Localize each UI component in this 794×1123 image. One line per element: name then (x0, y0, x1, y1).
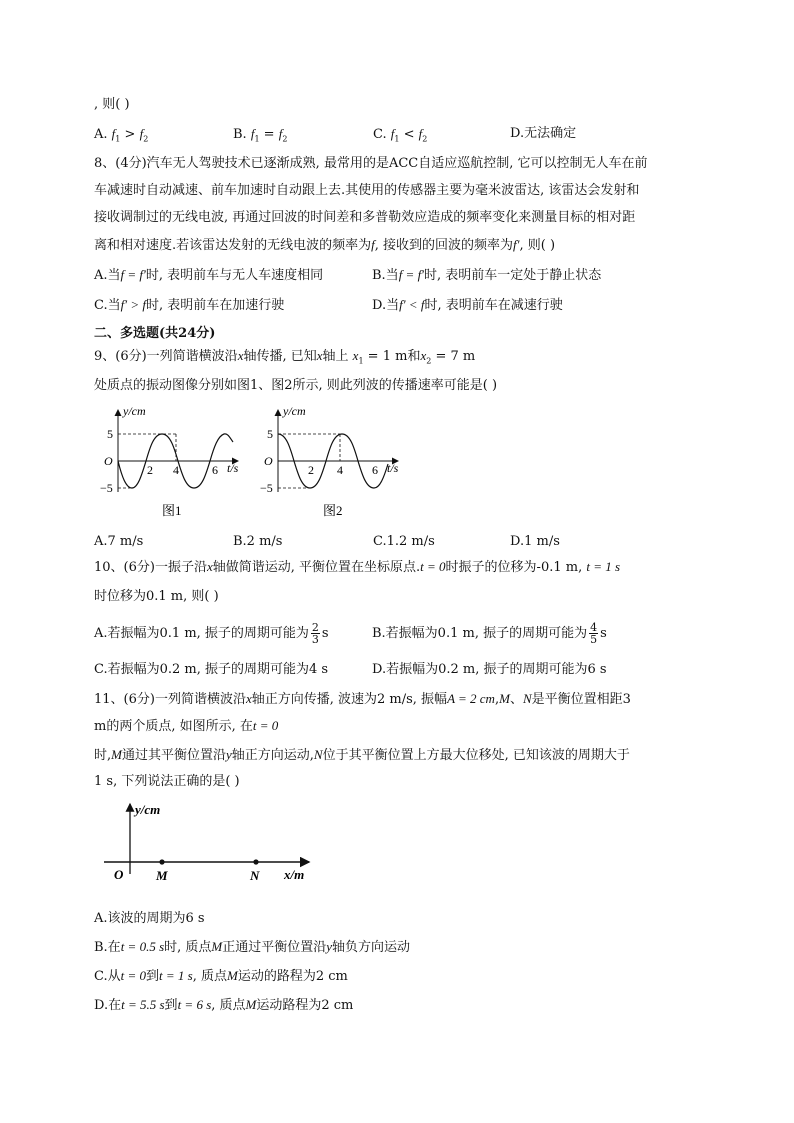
fig1-y-top: 5 (107, 427, 113, 441)
q7-option-a: A. $f_1 > f_2$ (94, 126, 149, 144)
fig1-ylabel: y/cm (123, 404, 146, 418)
q10-a-fraction: $\frac{2}{3}$ (311, 621, 319, 646)
q11-line-4: 1 s, 下列说法正确的是( ) (94, 774, 240, 789)
fig1-tick-6: 6 (212, 463, 218, 477)
q9-line-1: 9、(6分)一列简谐横波沿x轴传播, 已知x轴上 $x_1 = 1$ m和$x_2 = 7$ m (94, 348, 476, 366)
q11-line-2: m的两个质点, 如图所示, 在t = 0 (94, 718, 279, 734)
q9-option-a: A.7 m/s (94, 534, 144, 549)
fig2-xlabel: t/s (387, 461, 399, 475)
q9-option-b: B.2 m/s (233, 534, 283, 549)
q10-line-2: 时位移为0.1 m, 则( ) (94, 589, 219, 604)
fig1-xlabel: t/s (227, 461, 239, 475)
q10-option-b: B.若振幅为0.1 m, 振子的周期可能为 $\frac{4}{5}$ s (372, 621, 607, 646)
figure-2 (260, 402, 410, 522)
fig2-ylabel: y/cm (283, 404, 306, 418)
q8-option-d: D.当f′ < f时, 表明前车在减速行驶 (372, 297, 563, 313)
q8-line-2: 车减速时自动减速、前车加速时自动跟上去.其使用的传感器主要为毫米波雷达, 该雷达会发射和 (94, 183, 640, 198)
q8-option-a: A.当f = f′时, 表明前车与无人车速度相同 (94, 267, 324, 283)
q8-line-3: 接收调制过的无线电波, 再通过回波的时间差和多普勒效应造成的频率变化来测量目标的相对距 (94, 210, 636, 225)
fig2-y-top: 5 (267, 427, 273, 441)
q8-line-1: 8、(4分)汽车无人驾驶技术已逐渐成熟, 最常用的是ACC自适应巡航控制, 它可以控制无人车在前 (94, 156, 648, 171)
q7-option-b: B. $f_1 = f_2$ (233, 126, 288, 144)
q8-option-c: C.当f′ > f时, 表明前车在加速行驶 (94, 297, 285, 313)
q11-fig-xlabel: x/m (284, 867, 305, 882)
q11-point-n (253, 859, 258, 864)
q11-point-m (159, 859, 164, 864)
fig2-tick-4: 4 (337, 463, 343, 477)
q10-option-a: A.若振幅为0.1 m, 振子的周期可能为 $\frac{2}{3}$ s (94, 621, 329, 646)
fig1-y-bottom: −5 (100, 481, 113, 495)
section-2-title: 二、多选题(共24分) (94, 326, 216, 341)
fig2-caption: 图2 (323, 503, 343, 518)
q7-tail: , 则( ) (94, 97, 130, 112)
fig2-y-bottom: −5 (260, 481, 273, 495)
q11-fig-origin: O (114, 867, 124, 882)
q7-option-c: C. $f_1 < f_2$ (373, 126, 428, 144)
q9-option-d: D.1 m/s (510, 534, 560, 549)
q11-fig-n-label: N (250, 868, 260, 883)
fig2-tick-2: 2 (308, 463, 314, 477)
q11-line-3: 时,M通过其平衡位置沿y轴正方向运动,N位于其平衡位置上方最大位移处, 已知该波的周期大于 (94, 747, 630, 763)
q9-line-2: 处质点的振动图像分别如图1、图2所示, 则此列波的传播速率可能是( ) (94, 378, 498, 393)
fig1-origin: O (104, 454, 113, 468)
q8-line-4: 离和相对速度.若该雷达发射的无线电波的频率为f, 接收到的回波的频率为f′, 则( ) (94, 237, 556, 253)
q11-option-a: A.该波的周期为6 s (94, 911, 205, 926)
q11-fig-m-label: M (156, 868, 168, 883)
q10-line-1: 10、(6分)一振子沿x轴做简谐运动, 平衡位置在坐标原点.t = 0时振子的位移为-0.1 m, t = 1 s (94, 559, 621, 575)
q10-option-d: D.若振幅为0.2 m, 振子的周期可能为6 s (372, 662, 607, 677)
q11-option-b: B.在t = 0.5 s时, 质点M正通过平衡位置沿y轴负方向运动 (94, 939, 411, 955)
q11-line-1: 11、(6分)一列简谐横波沿x轴正方向传播, 波速为2 m/s, 振幅A = 2 cm,M、N是平衡位置相距3 (94, 691, 631, 707)
fig1-tick-2: 2 (147, 463, 153, 477)
q10-option-c: C.若振幅为0.2 m, 振子的周期可能为4 s (94, 662, 329, 677)
q11-figure (104, 798, 324, 888)
q11-fig-ylabel: y/cm (135, 802, 161, 817)
q10-b-fraction: $\frac{4}{5}$ (590, 621, 598, 646)
figure-1 (100, 402, 250, 522)
fig2-origin: O (264, 454, 273, 468)
fig2-tick-6: 6 (372, 463, 378, 477)
fig1-caption: 图1 (162, 503, 182, 518)
q9-option-c: C.1.2 m/s (373, 534, 435, 549)
q11-option-d: D.在t = 5.5 s到t = 6 s, 质点M运动路程为2 cm (94, 997, 354, 1013)
q8-option-b: B.当f = f′时, 表明前车一定处于静止状态 (372, 267, 602, 283)
q7-option-d: D.无法确定 (510, 126, 577, 141)
q11-option-c: C.从t = 0到t = 1 s, 质点M运动的路程为2 cm (94, 968, 348, 984)
fig1-tick-4: 4 (173, 463, 179, 477)
